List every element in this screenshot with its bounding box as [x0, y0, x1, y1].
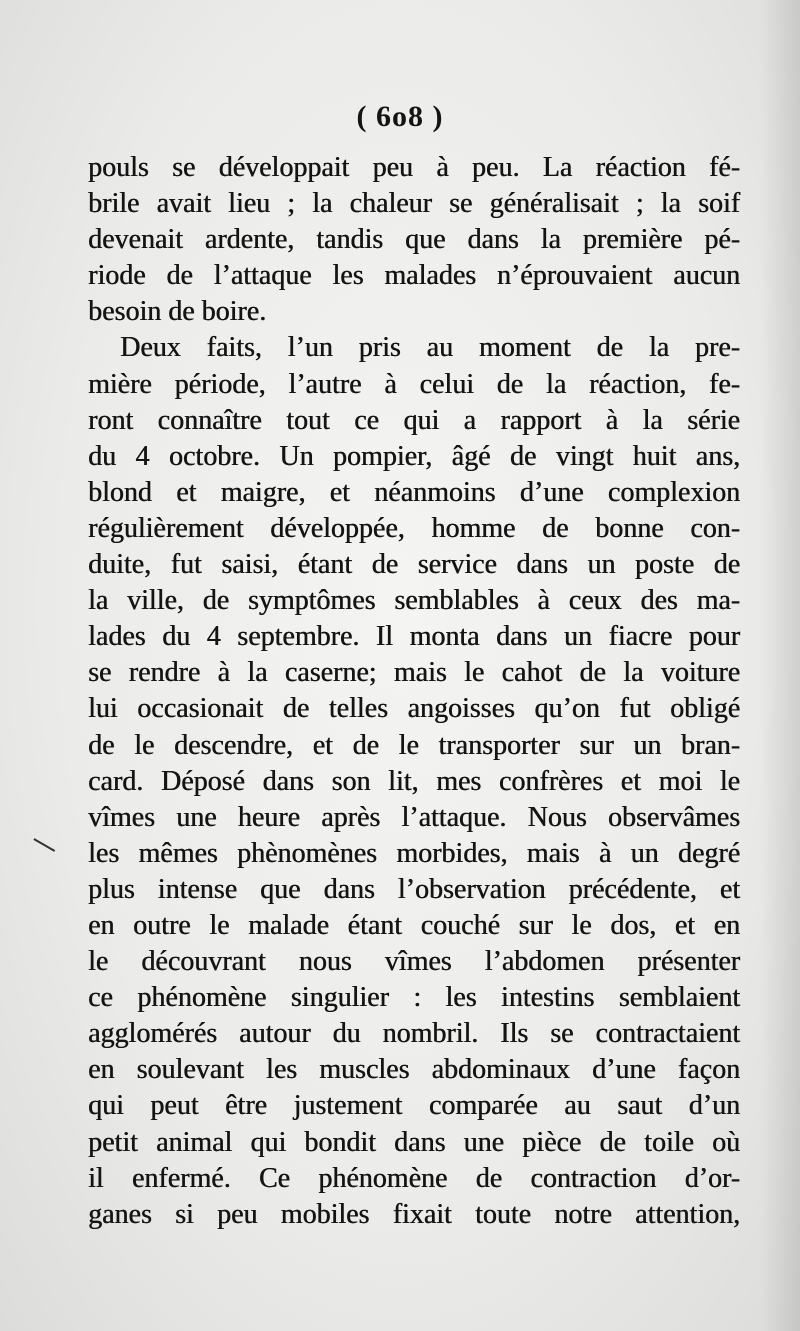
text-line: brile avait lieu ; la chaleur se généralisait ; la soif [88, 188, 740, 220]
text-line: lades du 4 septembre. Il monta dans un fiacre pour [88, 621, 740, 653]
text-line: la ville, de symptômes semblables à ceux des ma- [88, 585, 740, 617]
text-line: le découvrant nous vîmes l’abdomen présenter [88, 946, 740, 978]
text-line: il enfermé. Ce phénomène de contraction d’or- [88, 1162, 740, 1194]
text-line: en soulevant les muscles abdominaux d’une façon [88, 1054, 740, 1086]
page-number: ( 6o8 ) [356, 100, 444, 133]
text-line: les mêmes phènomènes morbides, mais à un degré [88, 837, 740, 869]
text-line: du 4 octobre. Un pompier, âgé de vingt huit ans, [88, 440, 740, 472]
page-edge-shadow [760, 0, 800, 1331]
text-line: riode de l’attaque les malades n’éprouvaient aucun [88, 260, 740, 292]
text-line: devenait ardente, tandis que dans la première pé- [88, 224, 740, 256]
text-line: en outre le malade étant couché sur le dos, et en [88, 909, 740, 941]
text-line: plus intense que dans l’observation précédente, et [88, 873, 740, 905]
text-line: ce phénomène singulier : les intestins semblaient [88, 982, 740, 1014]
text-line: se rendre à la caserne; mais le cahot de la voiture [88, 657, 740, 689]
margin-mark [34, 838, 56, 851]
text-line: pouls se développait peu à peu. La réaction fé- [88, 152, 740, 183]
text-line: besoin de boire. [88, 296, 267, 328]
text-line: qui peut être justement comparée au saut d’un [88, 1090, 740, 1122]
text-line: lui occasionait de telles angoisses qu’on fut obligé [88, 693, 740, 725]
text-line: petit animal qui bondit dans une pièce de toile où [88, 1126, 740, 1158]
text-line: ganes si peu mobiles fixait toute notre attention, [88, 1198, 740, 1230]
text-line: mière période, l’autre à celui de la réaction, fe- [88, 368, 740, 400]
body-text [88, 150, 740, 1233]
text-line: vîmes une heure après l’attaque. Nous observâmes [88, 801, 740, 833]
text-line: ront connaître tout ce qui a rapport à la série [88, 404, 740, 436]
text-line: de le descendre, et de le transporter sur un bran- [88, 729, 740, 761]
text-line: agglomérés autour du nombril. Ils se contractaient [88, 1018, 740, 1050]
text-line: card. Déposé dans son lit, mes confrères et moi le [88, 765, 740, 797]
text-line: blond et maigre, et néanmoins d’une complexion [88, 476, 740, 508]
text-line: régulièrement développée, homme de bonne con- [88, 512, 740, 544]
text-line: duite, fut saisi, étant de service dans un poste de [88, 549, 740, 581]
text-line: Deux faits, l’un pris au moment de la pre- [120, 332, 740, 364]
